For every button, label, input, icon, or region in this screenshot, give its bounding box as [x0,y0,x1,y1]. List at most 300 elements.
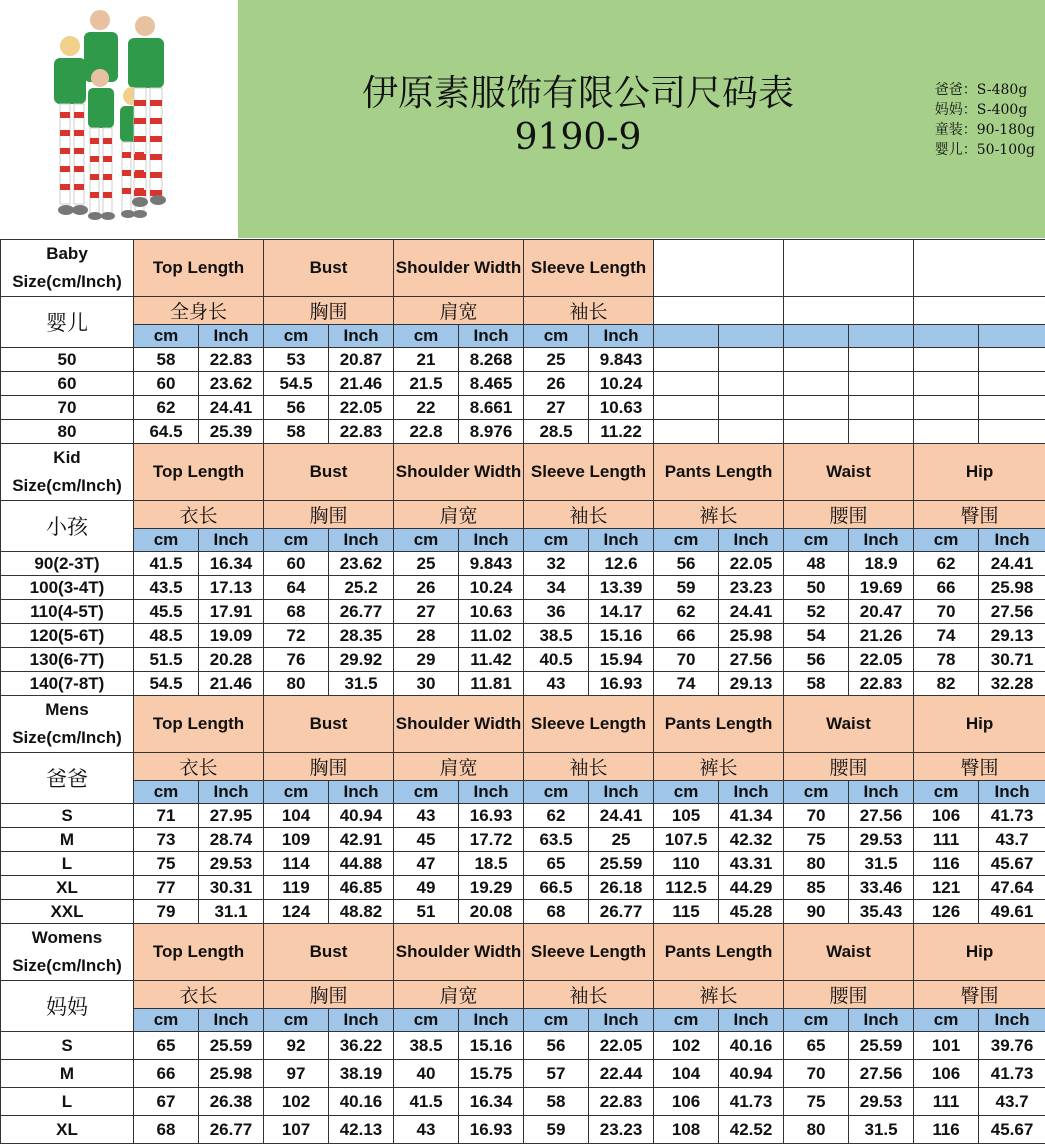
value-cell: 58 [264,420,329,444]
unit-cm: cm [784,781,849,804]
value-cell: 30 [394,672,459,696]
column-header-top-length: Top Length [134,444,264,501]
value-cell: 13.39 [589,576,654,600]
value-cell: 42.13 [329,1116,394,1144]
empty-cell [849,420,914,444]
value-cell: 34 [524,576,589,600]
column-header-sleeve-length: Sleeve Length [524,696,654,753]
value-cell: 59 [524,1116,589,1144]
value-cell: 42.32 [719,828,784,852]
value-cell: 40.94 [719,1060,784,1088]
value-cell: 114 [264,852,329,876]
unit-cm: cm [524,325,589,348]
empty-header-cell [784,240,914,297]
value-cell: 73 [134,828,199,852]
table-row [1,804,1045,828]
unit-inch: Inch [849,781,914,804]
value-cell: 38.5 [394,1032,459,1060]
empty-cell [979,396,1045,420]
value-cell: 12.6 [589,552,654,576]
value-cell: 124 [264,900,329,924]
value-cell: 62 [654,600,719,624]
value-cell: 43 [394,804,459,828]
unit-row [1,529,1045,552]
section-zh-row [1,501,1045,529]
section-zh-title: 爸爸 [1,753,134,804]
column-header-zh: 胸围 [264,297,394,325]
value-cell: 116 [914,1116,979,1144]
table-row [1,396,1045,420]
value-cell: 101 [914,1032,979,1060]
weight-kids: 童装：90-180g [935,120,1035,140]
value-cell: 10.63 [589,396,654,420]
empty-unit-cell [784,325,849,348]
column-header-hip: Hip [914,924,1045,981]
column-header-shoulder-width: Shoulder Width [394,444,524,501]
empty-cell [784,420,849,444]
section-title: Kid Size(cm/Inch) [1,444,134,501]
size-label-cell: 50 [1,348,134,372]
unit-inch: Inch [199,1009,264,1032]
value-cell: 27.56 [849,1060,914,1088]
unit-inch: Inch [459,325,524,348]
table-row [1,648,1045,672]
value-cell: 11.42 [459,648,524,672]
value-cell: 25 [394,552,459,576]
size-label-cell: XXL [1,900,134,924]
value-cell: 11.22 [589,420,654,444]
column-header-zh: 衣长 [134,501,264,529]
value-cell: 54.5 [264,372,329,396]
column-header-waist: Waist [784,696,914,753]
value-cell: 22.05 [849,648,914,672]
column-header-zh: 臀围 [914,981,1045,1009]
size-label-cell: 90(2-3T) [1,552,134,576]
value-cell: 54 [784,624,849,648]
unit-inch: Inch [459,781,524,804]
value-cell: 102 [264,1088,329,1116]
size-label-cell: M [1,1060,134,1088]
value-cell: 121 [914,876,979,900]
value-cell: 41.5 [134,552,199,576]
section-zh-row [1,753,1045,781]
value-cell: 22.44 [589,1060,654,1088]
unit-cm: cm [784,529,849,552]
section-zh-title: 婴儿 [1,297,134,348]
value-cell: 21.5 [394,372,459,396]
value-cell: 29 [394,648,459,672]
value-cell: 70 [784,804,849,828]
size-label-cell: 70 [1,396,134,420]
value-cell: 25.98 [979,576,1045,600]
unit-inch: Inch [589,325,654,348]
unit-cm: cm [394,325,459,348]
size-label-cell: 130(6-7T) [1,648,134,672]
column-header-shoulder-width: Shoulder Width [394,240,524,297]
value-cell: 33.46 [849,876,914,900]
column-header-zh: 腰围 [784,753,914,781]
unit-inch: Inch [589,1009,654,1032]
unit-inch: Inch [719,529,784,552]
value-cell: 22.8 [394,420,459,444]
column-header-zh: 裤长 [654,501,784,529]
value-cell: 42.52 [719,1116,784,1144]
value-cell: 43.7 [979,828,1045,852]
table-row [1,876,1045,900]
value-cell: 76 [264,648,329,672]
column-header-pants-length: Pants Length [654,696,784,753]
column-header-zh: 臀围 [914,753,1045,781]
value-cell: 23.62 [199,372,264,396]
column-header-top-length: Top Length [134,240,264,297]
value-cell: 40.16 [329,1088,394,1116]
unit-cm: cm [914,781,979,804]
unit-inch: Inch [329,529,394,552]
value-cell: 56 [654,552,719,576]
unit-cm: cm [914,1009,979,1032]
section-header-row [1,696,1045,753]
value-cell: 32.28 [979,672,1045,696]
size-chart-table [0,239,1045,1144]
value-cell: 36 [524,600,589,624]
empty-cell [914,396,979,420]
unit-cm: cm [264,325,329,348]
value-cell: 20.87 [329,348,394,372]
size-label-cell: L [1,852,134,876]
value-cell: 10.24 [589,372,654,396]
value-cell: 22.83 [199,348,264,372]
value-cell: 41.73 [979,804,1045,828]
empty-cell [719,396,784,420]
value-cell: 104 [264,804,329,828]
value-cell: 19.09 [199,624,264,648]
value-cell: 65 [784,1032,849,1060]
column-header-bust: Bust [264,444,394,501]
unit-cm: cm [654,781,719,804]
unit-cm: cm [654,1009,719,1032]
value-cell: 31.5 [329,672,394,696]
value-cell: 77 [134,876,199,900]
value-cell: 65 [134,1032,199,1060]
value-cell: 66 [914,576,979,600]
value-cell: 50 [784,576,849,600]
column-header-pants-length: Pants Length [654,924,784,981]
value-cell: 71 [134,804,199,828]
column-header-zh: 胸围 [264,501,394,529]
value-cell: 85 [784,876,849,900]
value-cell: 116 [914,852,979,876]
value-cell: 8.976 [459,420,524,444]
value-cell: 45 [394,828,459,852]
unit-inch: Inch [849,1009,914,1032]
value-cell: 53 [264,348,329,372]
value-cell: 16.93 [589,672,654,696]
value-cell: 57 [524,1060,589,1088]
value-cell: 70 [784,1060,849,1088]
table-row [1,600,1045,624]
value-cell: 11.02 [459,624,524,648]
value-cell: 27.56 [979,600,1045,624]
value-cell: 80 [784,1116,849,1144]
column-header-sleeve-length: Sleeve Length [524,240,654,297]
value-cell: 67 [134,1088,199,1116]
value-cell: 18.9 [849,552,914,576]
value-cell: 72 [264,624,329,648]
value-cell: 110 [654,852,719,876]
section-title: Womens Size(cm/Inch) [1,924,134,981]
value-cell: 102 [654,1032,719,1060]
value-cell: 26.77 [329,600,394,624]
value-cell: 28.35 [329,624,394,648]
empty-cell [719,372,784,396]
value-cell: 29.53 [199,852,264,876]
empty-cell [654,372,719,396]
empty-unit-cell [719,325,784,348]
value-cell: 106 [914,1060,979,1088]
value-cell: 44.29 [719,876,784,900]
value-cell: 107.5 [654,828,719,852]
value-cell: 112.5 [654,876,719,900]
value-cell: 25.2 [329,576,394,600]
value-cell: 22.83 [589,1088,654,1116]
unit-cm: cm [134,1009,199,1032]
empty-cell [654,420,719,444]
value-cell: 68 [134,1116,199,1144]
size-label-cell: L [1,1088,134,1116]
column-header-bust: Bust [264,924,394,981]
empty-header-cell [914,240,1045,297]
value-cell: 16.34 [459,1088,524,1116]
value-cell: 62 [524,804,589,828]
value-cell: 15.16 [589,624,654,648]
unit-cm: cm [394,1009,459,1032]
value-cell: 45.67 [979,852,1045,876]
value-cell: 10.24 [459,576,524,600]
empty-cell [654,396,719,420]
value-cell: 22 [394,396,459,420]
value-cell: 64.5 [134,420,199,444]
section-header-row [1,240,1045,297]
table-row [1,1116,1045,1144]
value-cell: 21 [394,348,459,372]
value-cell: 78 [914,648,979,672]
value-cell: 42.91 [329,828,394,852]
value-cell: 40 [394,1060,459,1088]
empty-cell [849,396,914,420]
value-cell: 15.94 [589,648,654,672]
unit-cm: cm [264,1009,329,1032]
value-cell: 22.83 [329,420,394,444]
empty-cell [914,372,979,396]
value-cell: 47 [394,852,459,876]
value-cell: 26.18 [589,876,654,900]
value-cell: 51.5 [134,648,199,672]
empty-cell [654,348,719,372]
value-cell: 60 [134,372,199,396]
size-chart-body [1,240,1045,1144]
value-cell: 52 [784,600,849,624]
value-cell: 20.47 [849,600,914,624]
value-cell: 23.23 [719,576,784,600]
empty-cell [849,348,914,372]
value-cell: 29.53 [849,1088,914,1116]
column-header-hip: Hip [914,444,1045,501]
unit-row [1,325,1045,348]
unit-inch: Inch [719,1009,784,1032]
value-cell: 66 [134,1060,199,1088]
unit-cm: cm [134,325,199,348]
column-header-shoulder-width: Shoulder Width [394,696,524,753]
value-cell: 126 [914,900,979,924]
table-row [1,1088,1045,1116]
unit-cm: cm [524,781,589,804]
value-cell: 28.74 [199,828,264,852]
value-cell: 25.98 [719,624,784,648]
value-cell: 49.61 [979,900,1045,924]
unit-inch: Inch [719,781,784,804]
column-header-sleeve-length: Sleeve Length [524,444,654,501]
table-row [1,672,1045,696]
value-cell: 43.5 [134,576,199,600]
value-cell: 43 [394,1116,459,1144]
empty-zh-cell [914,297,1045,325]
value-cell: 75 [784,1088,849,1116]
value-cell: 26 [394,576,459,600]
value-cell: 28 [394,624,459,648]
table-row [1,900,1045,924]
value-cell: 44.88 [329,852,394,876]
table-row [1,420,1045,444]
value-cell: 15.75 [459,1060,524,1088]
unit-cm: cm [264,781,329,804]
unit-cm: cm [524,529,589,552]
unit-cm: cm [264,529,329,552]
value-cell: 80 [264,672,329,696]
table-row [1,852,1045,876]
value-cell: 20.28 [199,648,264,672]
value-cell: 29.13 [719,672,784,696]
value-cell: 68 [524,900,589,924]
unit-cm: cm [134,529,199,552]
value-cell: 60 [264,552,329,576]
size-label-cell: M [1,828,134,852]
section-header-row [1,924,1045,981]
value-cell: 45.5 [134,600,199,624]
value-cell: 17.72 [459,828,524,852]
column-header-top-length: Top Length [134,696,264,753]
value-cell: 25 [589,828,654,852]
value-cell: 108 [654,1116,719,1144]
value-cell: 59 [654,576,719,600]
value-cell: 8.268 [459,348,524,372]
value-cell: 45.67 [979,1116,1045,1144]
value-cell: 39.76 [979,1032,1045,1060]
value-cell: 54.5 [134,672,199,696]
unit-inch: Inch [979,529,1045,552]
value-cell: 115 [654,900,719,924]
weight-mom: 妈妈：S-400g [935,100,1035,120]
column-header-zh: 腰围 [784,981,914,1009]
empty-cell [914,348,979,372]
column-header-shoulder-width: Shoulder Width [394,924,524,981]
value-cell: 16.93 [459,804,524,828]
column-header-zh: 肩宽 [394,981,524,1009]
weights-list [935,80,1035,160]
value-cell: 21.26 [849,624,914,648]
value-cell: 48.5 [134,624,199,648]
size-label-cell: 110(4-5T) [1,600,134,624]
value-cell: 27 [394,600,459,624]
column-header-zh: 衣长 [134,753,264,781]
value-cell: 66 [654,624,719,648]
value-cell: 36.22 [329,1032,394,1060]
column-header-zh: 胸围 [264,753,394,781]
value-cell: 25 [524,348,589,372]
column-header-hip: Hip [914,696,1045,753]
size-label-cell: 120(5-6T) [1,624,134,648]
section-title: Mens Size(cm/Inch) [1,696,134,753]
unit-inch: Inch [979,1009,1045,1032]
column-header-zh: 袖长 [524,753,654,781]
empty-cell [979,420,1045,444]
value-cell: 40.94 [329,804,394,828]
value-cell: 35.43 [849,900,914,924]
value-cell: 43.7 [979,1088,1045,1116]
value-cell: 28.5 [524,420,589,444]
empty-cell [719,420,784,444]
empty-header-cell [654,240,784,297]
company-title: 伊原素服饰有限公司尺码表 [358,72,798,116]
value-cell: 26.38 [199,1088,264,1116]
value-cell: 17.13 [199,576,264,600]
empty-cell [784,396,849,420]
value-cell: 31.5 [849,852,914,876]
empty-cell [914,420,979,444]
empty-cell [784,348,849,372]
value-cell: 24.41 [199,396,264,420]
value-cell: 31.5 [849,1116,914,1144]
column-header-zh: 肩宽 [394,297,524,325]
column-header-zh: 肩宽 [394,753,524,781]
value-cell: 62 [134,396,199,420]
unit-cm: cm [134,781,199,804]
empty-zh-cell [654,297,784,325]
unit-inch: Inch [459,1009,524,1032]
value-cell: 56 [784,648,849,672]
size-label-cell: XL [1,876,134,900]
table-row [1,624,1045,648]
unit-inch: Inch [199,781,264,804]
value-cell: 25.98 [199,1060,264,1088]
value-cell: 27.95 [199,804,264,828]
column-header-waist: Waist [784,924,914,981]
unit-inch: Inch [329,781,394,804]
column-header-zh: 胸围 [264,981,394,1009]
table-row [1,1060,1045,1088]
column-header-pants-length: Pants Length [654,444,784,501]
value-cell: 58 [524,1088,589,1116]
weight-dad: 爸爸：S-480g [935,80,1035,100]
size-label-cell: 60 [1,372,134,396]
column-header-zh: 肩宽 [394,501,524,529]
value-cell: 22.05 [719,552,784,576]
empty-cell [719,348,784,372]
value-cell: 48 [784,552,849,576]
empty-unit-cell [979,325,1045,348]
value-cell: 21.46 [199,672,264,696]
value-cell: 62 [914,552,979,576]
table-row [1,576,1045,600]
